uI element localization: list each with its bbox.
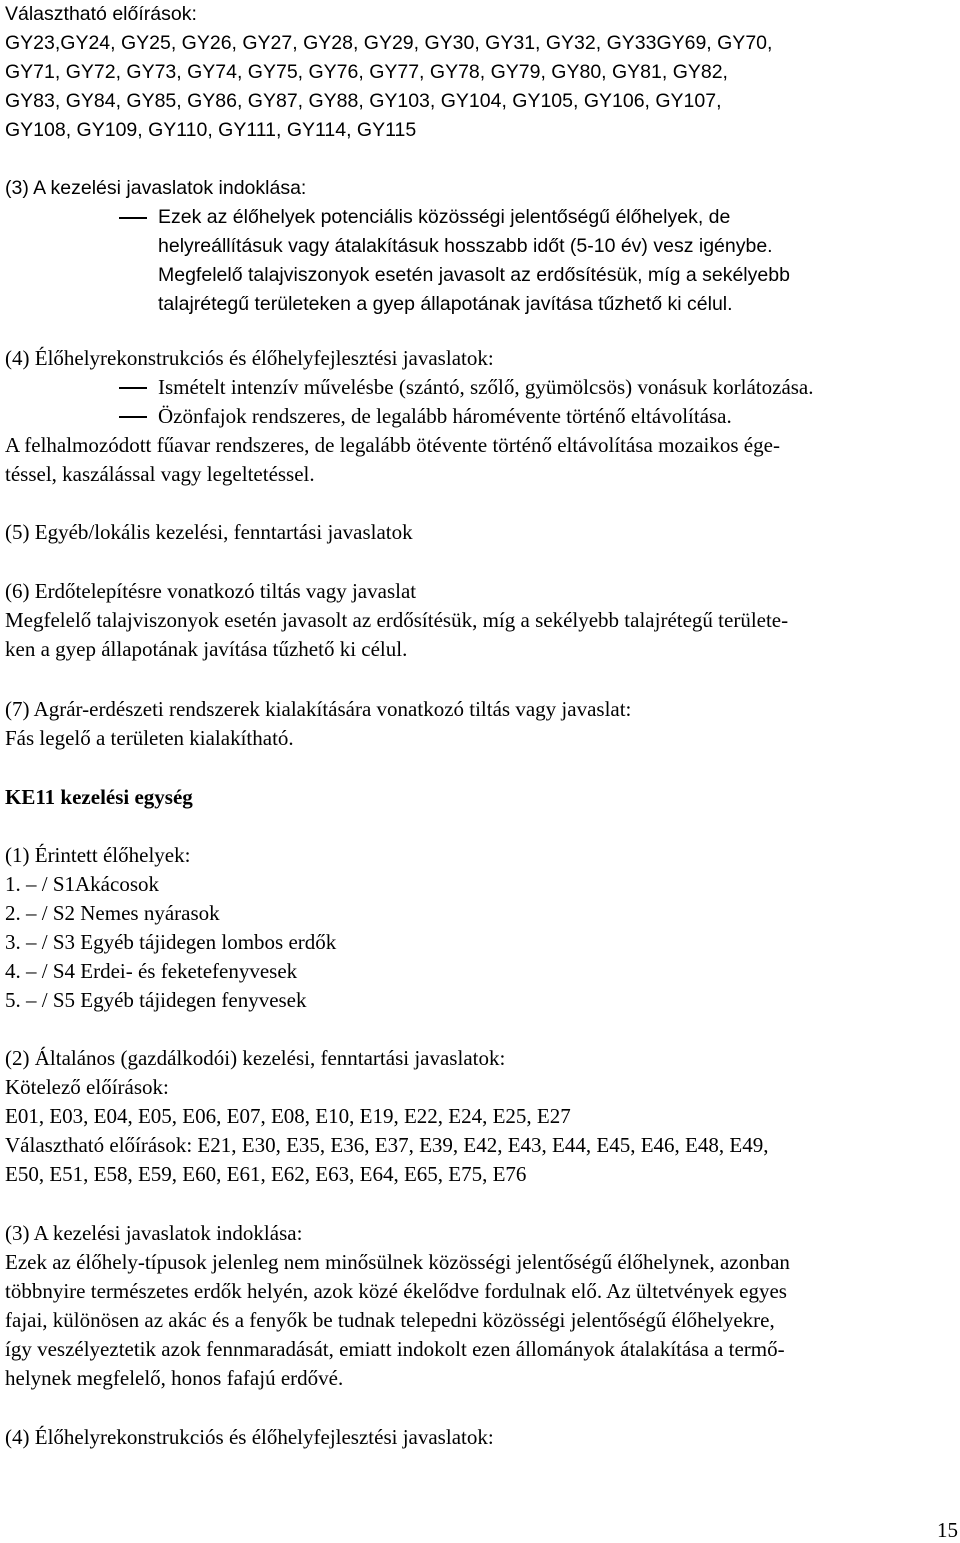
habitat-list-item: 5. – / S5 Egyéb tájidegen fenyvesek <box>5 988 307 1012</box>
dash-item-text: Ezek az élőhelyek potenciális közösségi jelentőségű élőhelyek, de <box>158 206 731 228</box>
section-heading-3: (3) A kezelési javaslatok indoklása: <box>5 177 307 199</box>
habitat-list-item: 4. – / S4 Erdei- és feketefenyvesek <box>5 959 298 983</box>
ke11-indoklas-section <box>5 1219 955 1393</box>
valaszthato-eloirasok-section <box>5 0 955 145</box>
dash-bullet-icon <box>119 416 147 418</box>
gy-code-line: GY108, GY109, GY110, GY111, GY114, GY115 <box>5 119 417 141</box>
paragraph-line: többnyire természetes erdők helyén, azok közé ékelődve fordulnak elő. Az ültetvények egyes <box>5 1279 787 1303</box>
dash-item-text: Özönfajok rendszeres, de legalább háromévente történő eltávolítása. <box>158 404 732 428</box>
dash-item-continuation: talajrétegű területeken a gyep állapotának javítása tűzhető ki célul. <box>158 293 733 315</box>
paragraph-line: Megfelelő talajviszonyok esetén javasolt az erdősítésük, míg a sekélyebb talajrétegű területe- <box>5 608 789 632</box>
section-heading-6: (6) Erdőtelepítésre vonatkozó tiltás vagy javaslat <box>5 579 417 603</box>
ke11-title: KE11 kezelési egység <box>5 785 193 809</box>
valaszthato-codes-line: Választható előírások: E21, E30, E35, E36, E37, E39, E42, E43, E44, E45, E46, E48, E49, <box>5 1133 769 1157</box>
gy-code-line: GY71, GY72, GY73, GY74, GY75, GY76, GY77, GY78, GY79, GY80, GY81, GY82, <box>5 61 728 83</box>
section-heading-4: (4) Élőhelyrekonstrukciós és élőhelyfejlesztési javaslatok: <box>5 346 494 370</box>
paragraph-line: fajai, különösen az akác és a fenyők be tudnak telepedni közösségi jelentőségű élőhelyekre, <box>5 1308 775 1332</box>
dash-bullet-icon <box>119 387 147 389</box>
valaszthato-codes-line: E50, E51, E58, E59, E60, E61, E62, E63, E64, E65, E75, E76 <box>5 1162 527 1186</box>
paragraph-line: ken a gyep állapotának javítása tűzhető ki célul. <box>5 637 408 661</box>
valaszthato-label: Választható előírások: <box>5 3 197 25</box>
dash-item-continuation: Megfelelő talajviszonyok esetén javasolt az erdősítésük, míg a sekélyebb <box>158 264 790 286</box>
indoklas-section <box>5 174 955 319</box>
elohelyrekonstrukcio-section <box>5 344 955 489</box>
page-number: 15 <box>937 1518 958 1542</box>
habitat-list-item: 2. – / S2 Nemes nyárasok <box>5 901 220 925</box>
paragraph-line: A felhalmozódott fűavar rendszeres, de legalább ötévente történő eltávolítása mozaikos ége- <box>5 433 780 457</box>
dash-item-continuation: helyreállításuk vagy átalakításuk hosszabb időt (5-10 év) vesz igénybe. <box>158 235 773 257</box>
altalanos-javaslatok-section <box>5 1044 955 1189</box>
dash-item-line <box>5 402 955 431</box>
dash-item-text: Ismételt intenzív művelésbe (szántó, szőlő, gyümölcsös) vonásuk korlátozása. <box>158 375 814 399</box>
paragraph-line: így veszélyeztetik azok fennmaradását, emiatt indokolt ezen állományok átalakítása a termő- <box>5 1337 785 1361</box>
dash-bullet-icon <box>119 217 147 219</box>
section-heading-5: (5) Egyéb/lokális kezelési, fenntartási javaslatok <box>5 520 413 544</box>
paragraph-line: téssel, kaszálással vagy legeltetéssel. <box>5 462 315 486</box>
habitat-list-item: 1. – / S1Akácosok <box>5 872 159 896</box>
agrar-erdeszeti-section <box>5 695 955 753</box>
gy-code-line: GY23,GY24, GY25, GY26, GY27, GY28, GY29, GY30, GY31, GY32, GY33GY69, GY70, <box>5 32 773 54</box>
habitat-list-item: 3. – / S3 Egyéb tájidegen lombos erdők <box>5 930 337 954</box>
paragraph-line: Fás legelő a területen kialakítható. <box>5 726 294 750</box>
gy-code-line: GY83, GY84, GY85, GY86, GY87, GY88, GY103, GY104, GY105, GY106, GY107, <box>5 90 722 112</box>
paragraph-line: helynek megfelelő, honos fafajú erdővé. <box>5 1366 344 1390</box>
dash-item-line <box>5 203 955 232</box>
kotelezo-codes: E01, E03, E04, E05, E06, E07, E08, E10, E19, E22, E24, E25, E27 <box>5 1104 571 1128</box>
section-heading-2: (2) Általános (gazdálkodói) kezelési, fenntartási javaslatok: <box>5 1046 506 1070</box>
section-heading-1: (1) Érintett élőhelyek: <box>5 843 191 867</box>
paragraph-line: Ezek az élőhely-típusok jelenleg nem minősülnek közösségi jelentőségű élőhelynek, azonban <box>5 1250 790 1274</box>
dash-item-line <box>5 373 955 402</box>
erintett-elohelyek-section <box>5 841 955 1015</box>
erdotelepites-section <box>5 577 955 664</box>
section-heading-4: (4) Élőhelyrekonstrukciós és élőhelyfejlesztési javaslatok: <box>5 1425 494 1449</box>
kotelezo-label: Kötelező előírások: <box>5 1075 169 1099</box>
section-heading-3: (3) A kezelési javaslatok indoklása: <box>5 1221 303 1245</box>
section-heading-7: (7) Agrár-erdészeti rendszerek kialakítására vonatkozó tiltás vagy javaslat: <box>5 697 632 721</box>
